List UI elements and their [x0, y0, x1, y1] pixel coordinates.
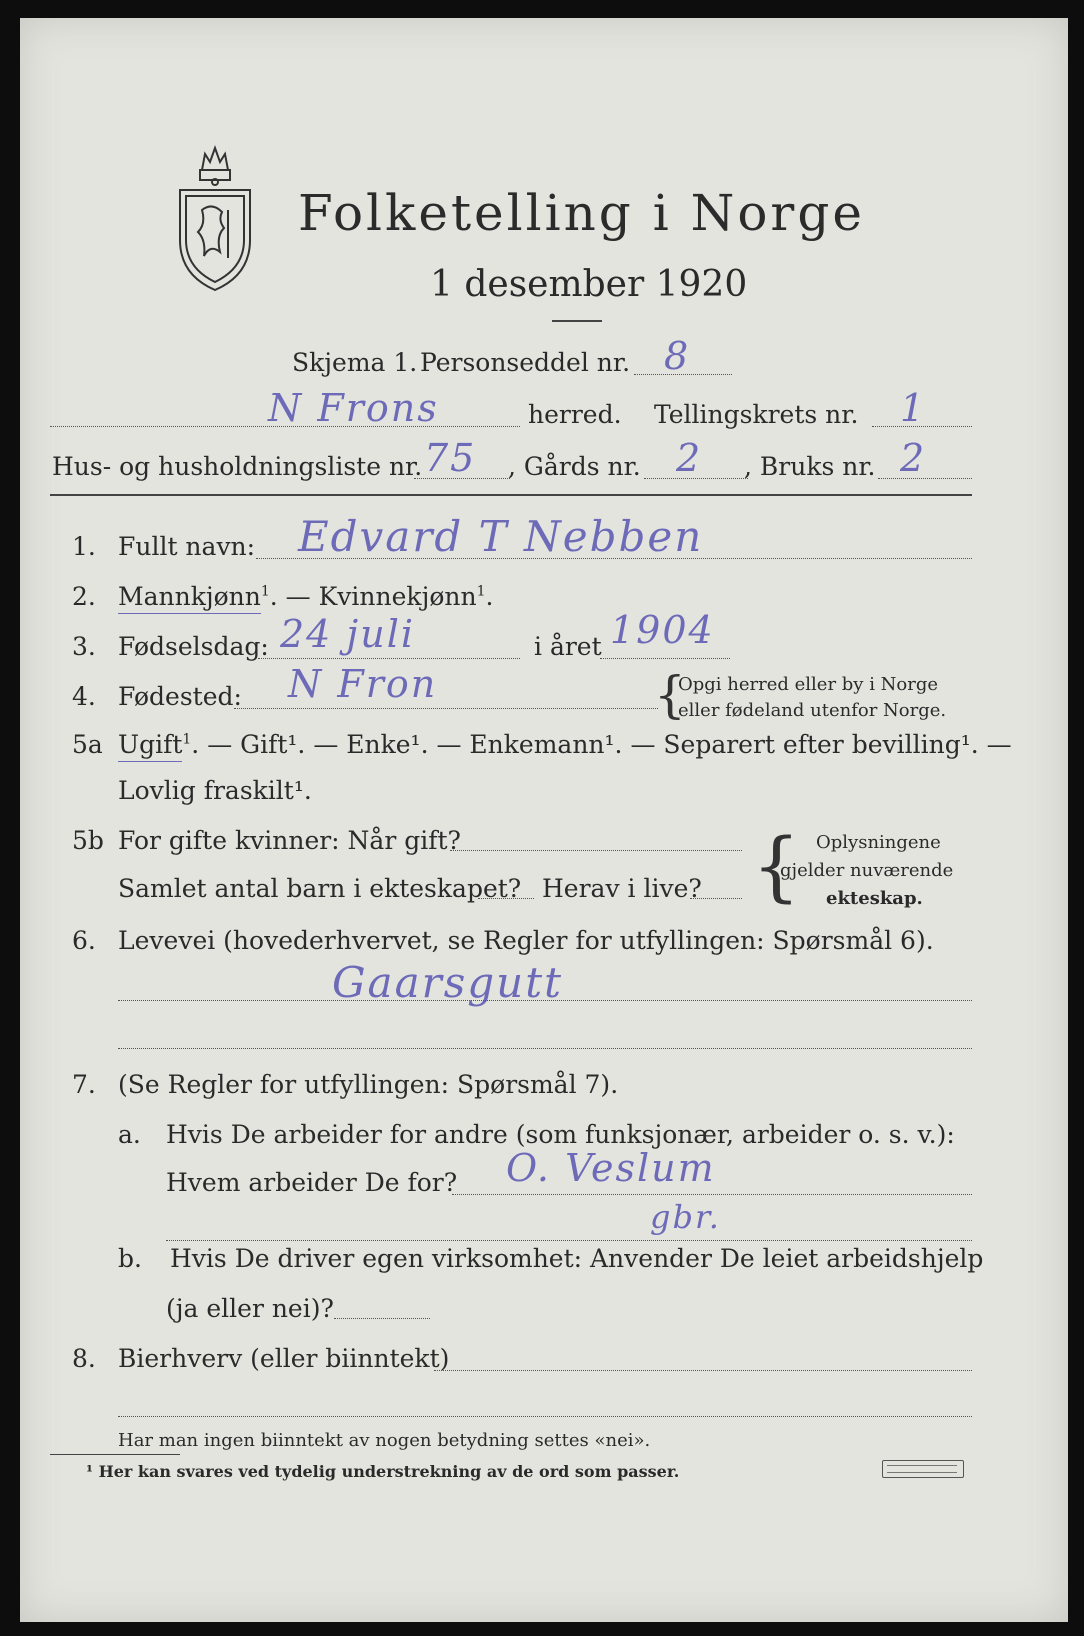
gards-label: , Gårds nr. — [508, 452, 641, 481]
q4-note-line2: eller fødeland utenfor Norge. — [678, 700, 947, 721]
header-divider — [50, 494, 972, 496]
q1-number: 1. — [72, 532, 96, 561]
q7-number: 7. — [72, 1070, 96, 1099]
q3-line — [258, 658, 520, 659]
q6-value: Gaarsgutt — [332, 958, 563, 1007]
bottom-note: Har man ingen biinntekt av nogen betydning settes «nei». — [118, 1430, 651, 1451]
q3-label: Fødselsdag: — [118, 632, 269, 661]
q5b-children-label: Samlet antal barn i ekteskapet? — [118, 874, 522, 903]
q1-label: Fullt navn: — [118, 532, 256, 561]
q5b-note-line1: Oplysningene — [816, 832, 941, 853]
q2-female-option: Kvinnekjønn — [318, 582, 477, 611]
q5b-number: 5b — [72, 826, 104, 855]
q7a-value-2: gbr. — [650, 1198, 721, 1236]
census-form-page — [20, 18, 1068, 1622]
q3-year-value: 1904 — [610, 608, 715, 652]
q4-label: Fødested: — [118, 682, 242, 711]
q1-value: Edvard T Nebben — [298, 512, 704, 561]
q5b-alive-line — [690, 898, 742, 899]
q4-brace: { — [654, 666, 686, 724]
q8-label: Bierhverv (eller biinntekt) — [118, 1344, 450, 1373]
q2-male-option: Mannkjønn — [118, 582, 261, 614]
coat-of-arms-icon — [172, 140, 258, 292]
husliste-value: 75 — [424, 436, 477, 480]
q7a-line2: Hvem arbeider De for? — [166, 1168, 458, 1197]
q6-label: Levevei (hovederhvervet, se Regler for utfyllingen: Spørsmål 6). — [118, 926, 934, 955]
q7a-letter: a. — [118, 1120, 141, 1149]
q6-line2 — [118, 1048, 972, 1049]
form-date: 1 desember 1920 — [430, 264, 748, 305]
q2-separator: . — — [269, 582, 319, 611]
q8-line1 — [434, 1370, 972, 1371]
q5a-line2: Lovlig fraskilt¹. — [118, 776, 312, 805]
q7b-line — [334, 1318, 430, 1319]
q7a-employer-line — [452, 1194, 972, 1195]
herred-value: N Frons — [268, 386, 439, 430]
q7b-line1: Hvis De driver egen virksomhet: Anvender De leiet arbeidshjelp — [170, 1244, 984, 1273]
bruks-label: , Bruks nr. — [744, 452, 876, 481]
herred-label: herred. — [528, 400, 622, 429]
q4-value: N Fron — [288, 662, 438, 706]
title-rule — [552, 320, 602, 322]
q5b-alive-label: Herav i live? — [542, 874, 702, 903]
q3-value: 24 juli — [280, 612, 415, 656]
q7b-letter: b. — [118, 1244, 142, 1273]
personseddel-label: Personseddel nr. — [420, 348, 631, 377]
q5a-other-options: . — Gift¹. — Enke¹. — Enkemann¹. — Separert efter bevilling¹. — — [191, 730, 1012, 759]
q6-line1 — [118, 1000, 972, 1001]
q4-note-line1: Opgi herred eller by i Norge — [678, 674, 939, 695]
q2-number: 2. — [72, 582, 96, 611]
q3-year-line — [600, 658, 730, 659]
q4-number: 4. — [72, 682, 96, 711]
q3-number: 3. — [72, 632, 96, 661]
q8-number: 8. — [72, 1344, 96, 1373]
q5b-children-line — [478, 898, 534, 899]
q7a-value: O. Veslum — [506, 1146, 716, 1190]
q7a-line1: Hvis De arbeider for andre (som funksjonær, arbeider o. s. v.): — [166, 1120, 955, 1149]
skjema-label: Skjema 1. — [292, 348, 418, 377]
q7a-extra-line — [166, 1240, 972, 1241]
bruks-value: 2 — [900, 436, 927, 480]
husliste-label: Hus- og husholdningsliste nr. — [52, 452, 423, 481]
q5b-line1: For gifte kvinner: Når gift? — [118, 826, 461, 855]
tellingskrets-label: Tellingskrets nr. — [654, 400, 859, 429]
q5b-married-line — [450, 850, 742, 851]
q6-number: 6. — [72, 926, 96, 955]
q5a-ugift-option: Ugift — [118, 730, 182, 762]
form-title: Folketelling i Norge — [298, 184, 865, 242]
q5b-brace: { — [752, 821, 801, 910]
q5a-number: 5a — [72, 730, 103, 759]
gards-value: 2 — [676, 436, 703, 480]
tellingskrets-value: 1 — [900, 386, 927, 430]
q4-line — [234, 708, 658, 709]
footnote-rule — [50, 1454, 180, 1455]
q2-options: Mannkjønn$^1$. — Kvinnekjønn$^1$. — [118, 582, 493, 611]
q2-end: . — [485, 582, 494, 611]
q5a-options: Ugift$^1$. — Gift¹. — Enke¹. — Enkemann¹. — Separert efter bevilling¹. — — [118, 730, 1012, 759]
q5b-note-line3: ekteskap. — [826, 888, 923, 909]
q7-label: (Se Regler for utfyllingen: Spørsmål 7). — [118, 1070, 619, 1099]
printer-stamp — [882, 1460, 964, 1478]
footnote: ¹ Her kan svares ved tydelig understrekning av de ord som passer. — [86, 1462, 680, 1481]
q8-line2 — [118, 1416, 972, 1417]
personseddel-value: 8 — [664, 334, 691, 378]
q3-year-label: i året — [534, 632, 602, 661]
q7b-line2: (ja eller nei)? — [166, 1294, 334, 1323]
q5b-note-line2: gjelder nuværende — [780, 860, 954, 881]
